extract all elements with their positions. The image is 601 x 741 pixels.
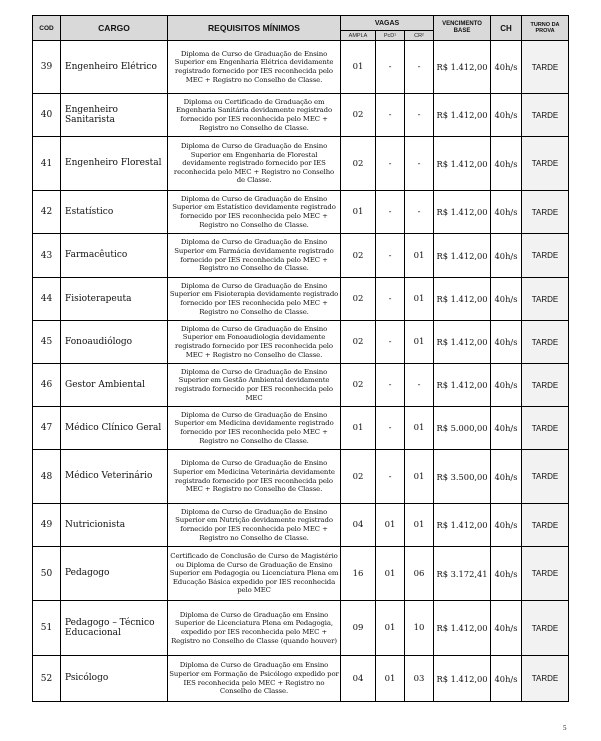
cod-cell: 46 — [33, 364, 61, 407]
requisitos-cell: Diploma de Curso de Graduação de Ensino Superior em Medicina Veterinária devidamente registrado fornecido por IES reconhecida pelo MEC + Registro no Conselho de Classe. — [168, 450, 341, 504]
header-turno-line2: PROVA — [535, 28, 555, 34]
ampla-cell: 02 — [341, 234, 376, 278]
cod-cell: 50 — [33, 547, 61, 601]
ch-cell: 40h/s — [491, 94, 522, 137]
cargo-cell: Engenheiro Sanitarista — [61, 94, 168, 137]
cr-cell: 01 — [405, 278, 434, 321]
header-ch: CH — [491, 16, 522, 41]
table-row — [33, 321, 569, 364]
page-number: 5 — [563, 724, 567, 732]
cod-cell: 43 — [33, 234, 61, 278]
requisitos-cell: Diploma de Curso de Graduação de Ensino Superior em Engenharia de Florestal devidamente registrado fornecido por IES reconhecida pelo MEC + Registro no Conselho de Classe. — [168, 137, 341, 191]
pcd-cell: - — [376, 234, 405, 278]
table-row — [33, 450, 569, 504]
vencimento-cell: R$ 1.412,00 — [434, 94, 491, 137]
turno-cell: TARDE — [522, 321, 569, 364]
cargo-cell: Estatístico — [61, 191, 168, 234]
header-cargo: CARGO — [61, 16, 168, 41]
ampla-cell: 01 — [341, 191, 376, 234]
pcd-cell: 01 — [376, 601, 405, 656]
pcd-cell: - — [376, 137, 405, 191]
cargo-cell: Médico Veterinário — [61, 450, 168, 504]
cr-cell: 10 — [405, 601, 434, 656]
cargo-cell: Gestor Ambiental — [61, 364, 168, 407]
positions-table — [32, 15, 569, 702]
requisitos-cell: Diploma de Curso de Graduação em Ensino Superior de Licenciatura Plena em Pedagogia, expedido por IES reconhecida pelo MEC + Registro no Conselho de Classe (quando houver) — [168, 601, 341, 656]
pcd-cell: - — [376, 407, 405, 450]
table-row — [33, 191, 569, 234]
ch-cell: 40h/s — [491, 407, 522, 450]
pcd-cell: - — [376, 94, 405, 137]
turno-cell: TARDE — [522, 278, 569, 321]
header-vagas: VAGAS — [341, 16, 434, 31]
cod-cell: 40 — [33, 94, 61, 137]
turno-cell: TARDE — [522, 137, 569, 191]
requisitos-cell: Diploma de Curso de Graduação de Ensino Superior em Gestão Ambiental devidamente registrado fornecido por IES reconhecida pelo MEC — [168, 364, 341, 407]
ch-cell: 40h/s — [491, 278, 522, 321]
header-vencimento — [434, 16, 491, 41]
ch-cell: 40h/s — [491, 321, 522, 364]
header-turno-line1: TURNO DA — [530, 21, 560, 28]
ch-cell: 40h/s — [491, 656, 522, 702]
ch-cell: 40h/s — [491, 234, 522, 278]
ch-cell: 40h/s — [491, 547, 522, 601]
turno-cell: TARDE — [522, 601, 569, 656]
ampla-cell: 04 — [341, 504, 376, 547]
cod-cell: 39 — [33, 41, 61, 94]
requisitos-cell: Certificado de Conclusão de Curso de Magistério ou Diploma de Curso de Graduação de Ensino Superior em Pedagogia ou Licenciatura Plena em Educação Básica expedido por IES reconhecida pelo MEC — [168, 547, 341, 601]
requisitos-cell: Diploma de Curso de Graduação em Ensino Superior em Formação de Psicólogo expedido por IES reconhecida pelo MEC + Registro no Conselho de Classe. — [168, 656, 341, 702]
cod-cell: 52 — [33, 656, 61, 702]
pcd-cell: - — [376, 191, 405, 234]
pcd-cell: 01 — [376, 547, 405, 601]
vencimento-cell: R$ 5.000,00 — [434, 407, 491, 450]
vencimento-cell: R$ 3.500,00 — [434, 450, 491, 504]
cargo-cell: Nutricionista — [61, 504, 168, 547]
requisitos-cell: Diploma ou Certificado de Graduação em Engenharia Sanitária devidamente registrado fornecido por IES reconhecida pelo MEC + Registro no Conselho de Classe. — [168, 94, 341, 137]
header-pcd: PcD¹ — [376, 31, 405, 41]
turno-cell: TARDE — [522, 94, 569, 137]
cr-cell: - — [405, 137, 434, 191]
cr-cell: 01 — [405, 504, 434, 547]
cr-cell: - — [405, 364, 434, 407]
table-row — [33, 94, 569, 137]
vencimento-cell: R$ 1.412,00 — [434, 364, 491, 407]
table-row — [33, 137, 569, 191]
pcd-cell: - — [376, 450, 405, 504]
cargo-cell: Engenheiro Elétrico — [61, 41, 168, 94]
vencimento-cell: R$ 1.412,00 — [434, 601, 491, 656]
turno-cell: TARDE — [522, 656, 569, 702]
turno-cell: TARDE — [522, 504, 569, 547]
cr-cell: 01 — [405, 407, 434, 450]
pcd-cell: - — [376, 364, 405, 407]
header-turno — [522, 16, 569, 41]
vencimento-cell: R$ 3.172,41 — [434, 547, 491, 601]
cod-cell: 51 — [33, 601, 61, 656]
vencimento-cell: R$ 1.412,00 — [434, 41, 491, 94]
table-row — [33, 41, 569, 94]
cr-cell: - — [405, 94, 434, 137]
requisitos-cell: Diploma de Curso de Graduação de Ensino Superior em Farmácia devidamente registrado fornecido por IES reconhecida pelo MEC + Registro no Conselho de Classe. — [168, 234, 341, 278]
table-row — [33, 547, 569, 601]
turno-cell: TARDE — [522, 407, 569, 450]
ch-cell: 40h/s — [491, 504, 522, 547]
pcd-cell: - — [376, 278, 405, 321]
turno-cell: TARDE — [522, 450, 569, 504]
cr-cell: 06 — [405, 547, 434, 601]
cr-cell: 03 — [405, 656, 434, 702]
header-cr: CR² — [405, 31, 434, 41]
cod-cell: 48 — [33, 450, 61, 504]
table-row — [33, 504, 569, 547]
turno-cell: TARDE — [522, 547, 569, 601]
table-row — [33, 407, 569, 450]
header-vencimento-line1: VENCIMENTO — [442, 21, 482, 27]
pcd-cell: - — [376, 41, 405, 94]
requisitos-cell: Diploma de Curso de Graduação de Ensino Superior em Medicina devidamente registrado fornecido por IES reconhecida pelo MEC + Registro no Conselho de Classe. — [168, 407, 341, 450]
cod-cell: 49 — [33, 504, 61, 547]
cod-cell: 47 — [33, 407, 61, 450]
requisitos-cell: Diploma de Curso de Graduação de Ensino Superior em Fisioterapia devidamente registrado fornecido por IES reconhecida pelo MEC + Registro no Conselho de Classe. — [168, 278, 341, 321]
ampla-cell: 01 — [341, 407, 376, 450]
header-ampla: AMPLA — [341, 31, 376, 41]
turno-cell: TARDE — [522, 191, 569, 234]
cargo-cell: Médico Clínico Geral — [61, 407, 168, 450]
ampla-cell: 01 — [341, 41, 376, 94]
cargo-cell: Fonoaudiólogo — [61, 321, 168, 364]
ampla-cell: 02 — [341, 278, 376, 321]
positions-table-container — [32, 15, 568, 702]
ch-cell: 40h/s — [491, 41, 522, 94]
ampla-cell: 02 — [341, 137, 376, 191]
cargo-cell: Pedagogo — [61, 547, 168, 601]
vencimento-cell: R$ 1.412,00 — [434, 191, 491, 234]
requisitos-cell: Diploma de Curso de Graduação de Ensino Superior em Fonoaudiologia devidamente registrado fornecido por IES reconhecida pelo MEC + Registro no Conselho de Classe. — [168, 321, 341, 364]
cargo-cell: Pedagogo – Técnico Educacional — [61, 601, 168, 656]
table-row — [33, 278, 569, 321]
cargo-cell: Engenheiro Florestal — [61, 137, 168, 191]
pcd-cell: 01 — [376, 504, 405, 547]
vencimento-cell: R$ 1.412,00 — [434, 278, 491, 321]
table-row — [33, 364, 569, 407]
pcd-cell: - — [376, 321, 405, 364]
table-header — [33, 16, 569, 41]
table-row — [33, 656, 569, 702]
header-requisitos: REQUISITOS MÍNIMOS — [168, 16, 341, 41]
turno-cell: TARDE — [522, 41, 569, 94]
vencimento-cell: R$ 1.412,00 — [434, 504, 491, 547]
cr-cell: 01 — [405, 321, 434, 364]
ampla-cell: 02 — [341, 321, 376, 364]
turno-cell: TARDE — [522, 364, 569, 407]
vencimento-cell: R$ 1.412,00 — [434, 656, 491, 702]
vencimento-cell: R$ 1.412,00 — [434, 234, 491, 278]
cod-cell: 44 — [33, 278, 61, 321]
ampla-cell: 02 — [341, 450, 376, 504]
pcd-cell: 01 — [376, 656, 405, 702]
header-cod: COD — [33, 16, 61, 41]
ch-cell: 40h/s — [491, 364, 522, 407]
ampla-cell: 02 — [341, 94, 376, 137]
ampla-cell: 04 — [341, 656, 376, 702]
table-row — [33, 601, 569, 656]
cargo-cell: Farmacêutico — [61, 234, 168, 278]
cr-cell: - — [405, 191, 434, 234]
vencimento-cell: R$ 1.412,00 — [434, 321, 491, 364]
ampla-cell: 02 — [341, 364, 376, 407]
ampla-cell: 09 — [341, 601, 376, 656]
ch-cell: 40h/s — [491, 137, 522, 191]
cod-cell: 41 — [33, 137, 61, 191]
vencimento-cell: R$ 1.412,00 — [434, 137, 491, 191]
table-body — [33, 41, 569, 702]
cod-cell: 45 — [33, 321, 61, 364]
cargo-cell: Psicólogo — [61, 656, 168, 702]
table-row — [33, 234, 569, 278]
ampla-cell: 16 — [341, 547, 376, 601]
ch-cell: 40h/s — [491, 191, 522, 234]
turno-cell: TARDE — [522, 234, 569, 278]
cr-cell: - — [405, 41, 434, 94]
ch-cell: 40h/s — [491, 450, 522, 504]
header-vencimento-line2: BASE — [453, 28, 471, 34]
requisitos-cell: Diploma de Curso de Graduação de Ensino Superior em Nutrição devidamente registrado fornecido por IES reconhecida pelo MEC + Registro no Conselho de Classe. — [168, 504, 341, 547]
cr-cell: 01 — [405, 450, 434, 504]
cr-cell: 01 — [405, 234, 434, 278]
cargo-cell: Fisioterapeuta — [61, 278, 168, 321]
requisitos-cell: Diploma de Curso de Graduação de Ensino Superior em Engenharia Elétrica devidamente registrado fornecido por IES reconhecida pelo MEC + Registro no Conselho de Classe. — [168, 41, 341, 94]
cod-cell: 42 — [33, 191, 61, 234]
requisitos-cell: Diploma de Curso de Graduação de Ensino Superior em Estatístico devidamente registrado fornecido por IES reconhecida pelo MEC + Registro no Conselho de Classe. — [168, 191, 341, 234]
ch-cell: 40h/s — [491, 601, 522, 656]
